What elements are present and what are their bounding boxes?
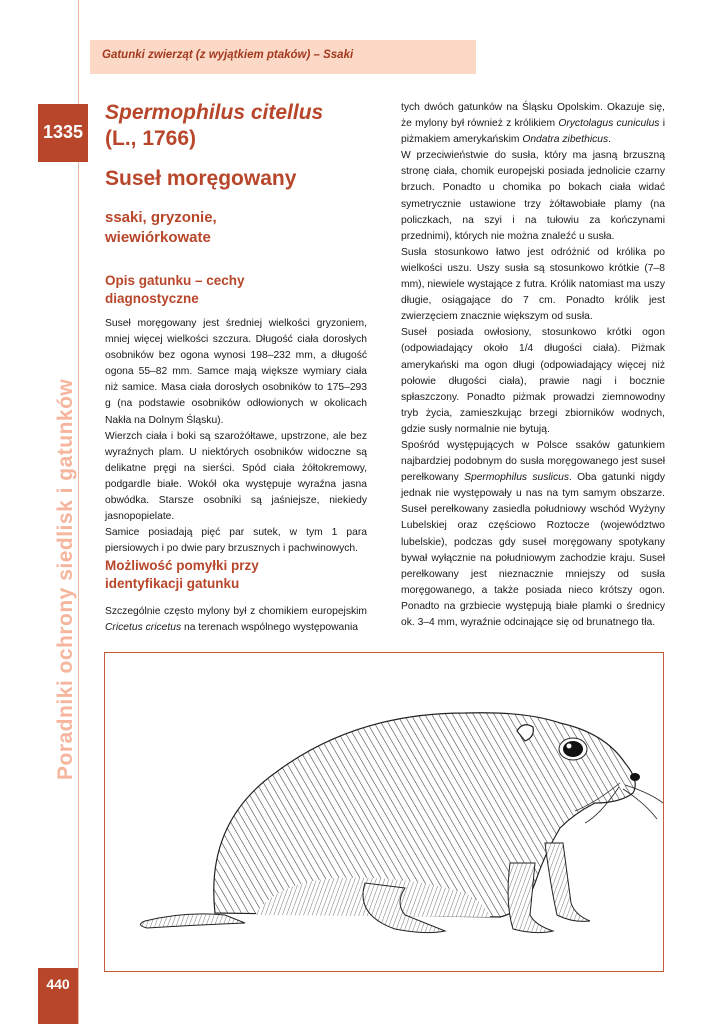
description-text — [105, 316, 367, 557]
paragraph: Wierzch ciała i boki są szarożółtawe, upstrzone, ale bez wyraźnych plam. U niektórych osobników widoczne są delikatne pręgi na sierści. Spód ciała żółtokremowy, podgardle białe. Wokół oka występuje wyraźna jasna obwódka. Starsze osobniki są jaśniejsze, niekiedy jasnopopielate. — [105, 430, 367, 523]
taxonomy-line: ssaki, gryzonie, — [105, 209, 217, 226]
paragraph: Suseł posiada owłosiony, stosunkowo krótki ogon (odpowiadający około 1/4 długości ciała). Piżmak amerykański ma ogon długi (odpowiadający więcej niż połowie długości ciała), prawie nagi i bocznie spłaszczony. Ponadto piżmak prowadzi ziemnowodny tryb życia, zamieszkując brzegi zbiorników wodnych, gdzie susły normalnie nie bytują. — [401, 327, 665, 435]
species-code: 1335 — [42, 122, 84, 142]
page-number: 440 — [46, 976, 70, 992]
paragraph: Szczególnie często mylony był z chomikiem europejskim Cricetus cricetus na terenach wspólnego występowania — [105, 606, 367, 634]
ground-squirrel-illustration — [104, 652, 664, 972]
page-number-badge — [38, 968, 78, 1024]
side-title: Poradniki ochrony siedlisk i gatunków — [54, 378, 77, 780]
latin-title — [105, 100, 323, 152]
species-code-badge — [38, 104, 88, 162]
taxonomy — [105, 208, 335, 248]
description-heading: Opis gatunku – cechy diagnostyczne — [105, 273, 245, 306]
section-header-text: Gatunki zwierząt (z wyjątkiem ptaków) – Ssaki — [102, 49, 354, 61]
latin-author: (L., 1766) — [105, 127, 197, 150]
paragraph: Samice posiadają pięć par sutek, w tym 1 para piersiowych i po dwie pary brzusznych i pachwinowych. — [105, 527, 367, 555]
polish-name: Suseł moręgowany — [105, 167, 297, 190]
paragraph: Spośród występujących w Polsce ssaków gatunkiem najbardziej podobnym do susła moręgowanego jest suseł perełkowany Spermophilus suslicus. Oba gatunki nigdy jednak nie występowały u nas na tym samym obszarze. Suseł perełkowany zasiedla południowy wschód Wyżyny Lubelskiej oraz częściowo Roztocze (województwo lubelskie), podczas gdy suseł moręgowany spotykany bywał wyłącznie na południowym zachodzie kraju. Suseł perełkowany jest nieznacznie mniejszy od susła moręgowanego, a także posiada nieco krótszy ogon. Ponadto na grzbiecie występują białe plamki o średnicy ok. 3–4 mm, wyraźnie odcinające się od brunatnego tła. — [401, 439, 665, 628]
mistake-text-start — [105, 604, 367, 636]
taxonomy-line: wiewiórkowate — [105, 229, 211, 246]
squirrel-drawing — [105, 653, 663, 971]
mistake-heading: Możliwość pomyłki przy identyfikacji gatunku — [105, 558, 259, 591]
section-header — [90, 40, 476, 74]
paragraph: tych dwóch gatunków na Śląsku Opolskim. Okazuje się, że mylony był również z królikiem Oryctolagus cuniculus i piżmakiem amerykańskim Ondatra zibethicus. — [401, 102, 665, 146]
latin-name: Spermophilus citellus — [105, 101, 324, 124]
paragraph: Susła stosunkowo łatwo jest odróżnić od królika po wielkości uszu. Uszy susła są stosunkowo krótkie (7–8 mm), niewiele wystające z futra. Królik natomiast ma uszy długie, osiągające do 7 cm. Ponadto królik jest zwierzęciem znacznie większym od susła. — [401, 246, 665, 323]
paragraph: W przeciwieństwie do susła, który ma jasną brzuszną stronę ciała, chomik europejski posiada jednolicie czarny brzuch. Ponadto u chomika po bokach ciała widać symetrycznie ustawione trzy żółtawobiałe plamy (na policzkach, na szyi i na tułowiu za kończynami przednimi), których nie można znaleźć u susła. — [401, 150, 665, 242]
right-column-text — [401, 100, 665, 631]
paragraph: Suseł moręgowany jest średniej wielkości gryzoniem, mniej więcej wielkości szczura. Długość ciała dorosłych osobników bez ogona wynosi 198–232 mm, a długość ogona 55–82 mm. Samce mają większe wymiary ciała niż samice. Masa ciała dorosłych osobników to 175–293 g (na podstawie osobników odłowionych w okolicach Nakła na Dolnym Śląsku). — [105, 318, 367, 426]
